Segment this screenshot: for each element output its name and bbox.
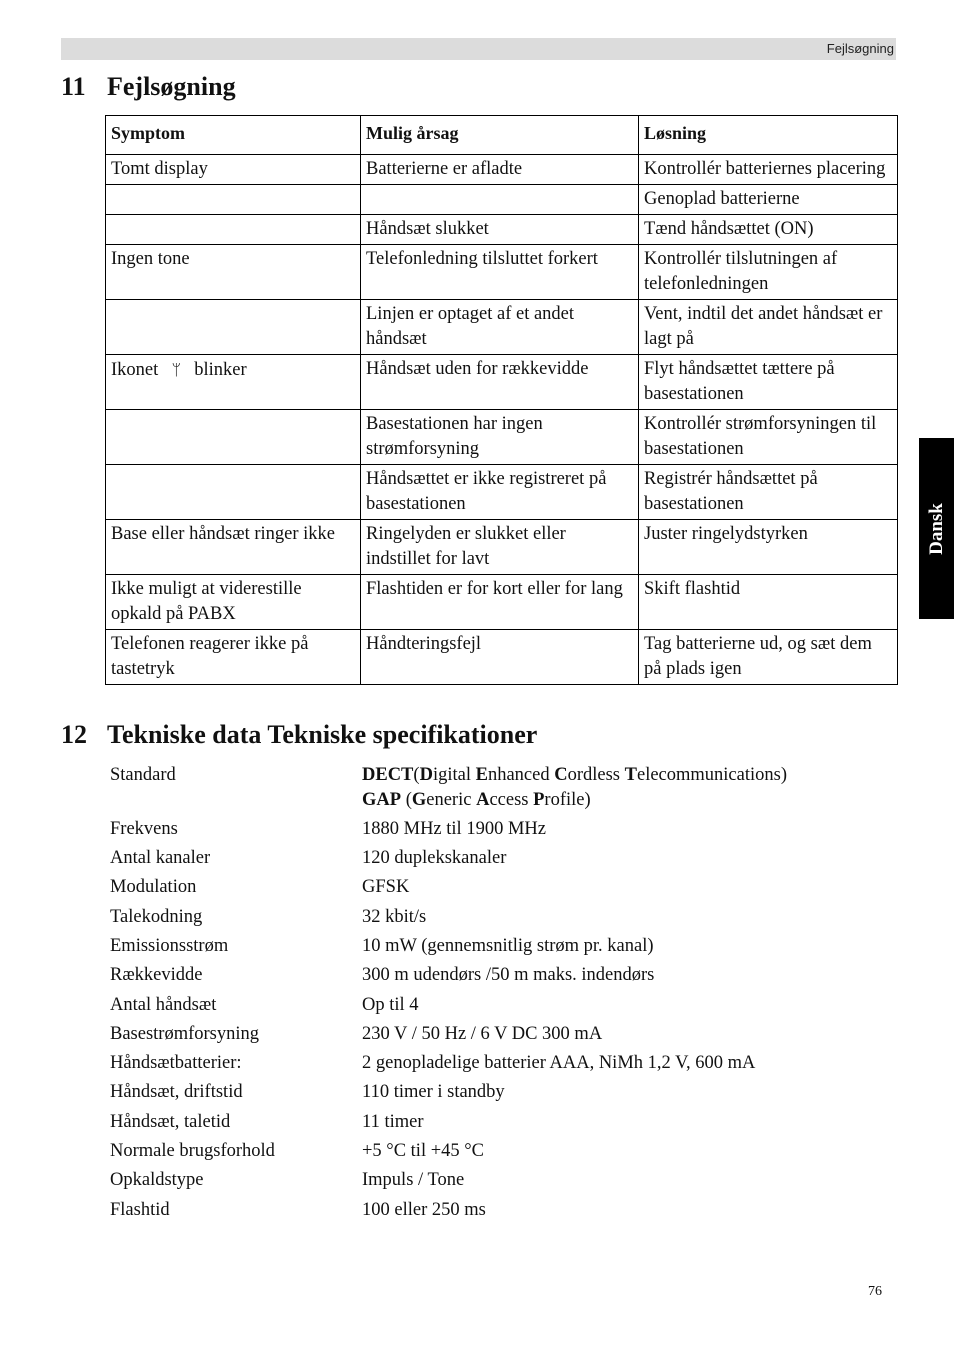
cause-cell: Basestationen har ingen strømforsyning	[361, 410, 639, 465]
solution-cell: Flyt håndsættet tættere på basestationen	[639, 355, 898, 410]
spec-label: Antal håndsæt	[110, 994, 217, 1015]
section-12-number: 12	[61, 720, 87, 749]
dect-line: DECT(Digital Enhanced Cordless Telecommunications)	[362, 765, 788, 785]
running-header-bar	[61, 38, 896, 60]
cause-cell: Linjen er optaget af et andet håndsæt	[361, 300, 639, 355]
spec-label: Rækkevidde	[110, 965, 203, 986]
spec-value: +5 °C til +45 °C	[362, 1141, 485, 1162]
column-header-solution: Løsning	[639, 116, 898, 155]
gap-word-rest: ccess	[489, 789, 534, 810]
table-row	[106, 520, 898, 575]
spec-row	[110, 961, 870, 990]
spec-value: 100 eller 250 ms	[362, 1199, 486, 1220]
section-11-heading	[61, 72, 236, 102]
spec-label: Basestrømforsyning	[110, 1023, 260, 1044]
spec-label: Håndsætbatterier:	[110, 1053, 242, 1074]
cause-cell: Håndsæt slukket	[361, 215, 639, 245]
symptom-cell	[106, 410, 361, 465]
table-row	[106, 215, 898, 245]
cause-cell	[361, 185, 639, 215]
cause-cell: Telefonledning tilsluttet forkert	[361, 245, 639, 300]
section-11-title: Fejlsøgning	[107, 72, 236, 101]
dect-word-rest: igital	[432, 765, 476, 785]
spec-value: 300 m udendørs /50 m maks. indendørs	[362, 965, 655, 986]
spec-row	[110, 1078, 870, 1107]
gap-line: GAP (Generic Access Profile)	[362, 789, 591, 810]
table-row	[106, 410, 898, 465]
spec-label: Talekodning	[110, 906, 203, 927]
page-number: 76	[868, 1284, 882, 1299]
solution-cell: Tag batterierne ud, og sæt dem på plads igen	[639, 630, 898, 685]
section-11-number: 11	[61, 72, 86, 101]
spec-label: Håndsæt, driftstid	[110, 1082, 243, 1103]
solution-cell: Genoplad batterierne	[639, 185, 898, 215]
language-tab-label: Dansk	[925, 502, 947, 555]
symptom-cell	[106, 185, 361, 215]
solution-cell: Skift flashtid	[639, 575, 898, 630]
symptom-cell	[106, 355, 361, 410]
spec-row	[110, 1020, 870, 1049]
solution-cell: Kontrollér batteriernes placering	[639, 155, 898, 185]
section-12-heading	[61, 720, 537, 750]
symptom-cell	[106, 300, 361, 355]
spec-row	[110, 903, 870, 932]
solution-cell: Registrér håndsættet på basestationen	[639, 465, 898, 520]
troubleshooting-table	[105, 115, 898, 685]
symptom-cell: Telefonen reagerer ikke på tastetryk	[106, 630, 361, 685]
symptom-cell: Ikke muligt at viderestille opkald på PABX	[106, 575, 361, 630]
spec-value: 2 genopladelige batterier AAA, NiMh 1,2 V, 600 mA	[362, 1053, 756, 1074]
spec-value: GFSK	[362, 877, 410, 898]
spec-list	[110, 761, 870, 1225]
dect-word-rest: elecommunications	[636, 765, 781, 785]
symptom-cell: Base eller håndsæt ringer ikke	[106, 520, 361, 575]
table-header-row	[106, 116, 898, 155]
spec-row	[110, 932, 870, 961]
spec-value: 110 timer i standby	[362, 1082, 505, 1103]
dect-initial: D	[419, 765, 433, 785]
spec-row	[110, 1049, 870, 1078]
cause-cell: Flashtiden er for kort eller for lang	[361, 575, 639, 630]
antenna-icon: ᛘ	[171, 360, 182, 379]
gap-initial: P	[533, 789, 545, 810]
spec-row	[110, 1166, 870, 1195]
symptom-cell	[106, 215, 361, 245]
spec-value: 230 V / 50 Hz / 6 V DC 300 mA	[362, 1023, 603, 1044]
spec-row	[110, 844, 870, 873]
spec-row	[110, 873, 870, 902]
solution-cell: Vent, indtil det andet håndsæt er lagt på	[639, 300, 898, 355]
table-row	[106, 575, 898, 630]
spec-label: Opkaldstype	[110, 1170, 204, 1191]
spec-value: 120 duplekskanaler	[362, 848, 507, 869]
table-row	[106, 355, 898, 410]
table-row	[106, 300, 898, 355]
cause-cell: Håndsæt uden for rækkevidde	[361, 355, 639, 410]
column-header-symptom: Symptom	[106, 116, 361, 155]
column-header-cause: Mulig årsag	[361, 116, 639, 155]
solution-cell: Kontrollér strømforsyningen til basestationen	[639, 410, 898, 465]
cause-cell: Batterierne er afladte	[361, 155, 639, 185]
spec-label: Normale brugsforhold	[110, 1141, 275, 1162]
spec-label: Emissionsstrøm	[110, 935, 229, 956]
dect-word-rest: nhanced	[487, 765, 555, 785]
spec-label: Standard	[110, 765, 176, 785]
spec-value: 11 timer	[362, 1111, 424, 1132]
solution-cell: Kontrollér tilslutningen af telefonledningen	[639, 245, 898, 300]
cause-cell: Håndsættet er ikke registreret på basestationen	[361, 465, 639, 520]
language-tab	[919, 438, 954, 619]
gap-word-rest: rofile	[544, 789, 585, 810]
section-12-title: Tekniske data Tekniske specifikationer	[107, 720, 538, 749]
table-row	[106, 185, 898, 215]
solution-cell: Juster ringelydstyrken	[639, 520, 898, 575]
cause-cell: Ringelyden er slukket eller indstillet for lavt	[361, 520, 639, 575]
spec-value: Op til 4	[362, 994, 419, 1015]
table-row	[106, 630, 898, 685]
spec-row	[110, 1137, 870, 1166]
spec-label: Modulation	[110, 877, 197, 898]
spec-label: Flashtid	[110, 1199, 170, 1220]
table-row	[106, 465, 898, 520]
spec-row	[110, 1196, 870, 1225]
cause-cell: Håndteringsfejl	[361, 630, 639, 685]
table-row	[106, 245, 898, 300]
dect-initial: E	[475, 765, 488, 785]
symptom-icon-suffix: blinker	[194, 360, 247, 380]
dect-abbr: DECT	[362, 765, 414, 785]
spec-row	[110, 815, 870, 844]
table-row	[106, 155, 898, 185]
spec-value-standard	[362, 763, 870, 812]
dect-initial: C	[554, 765, 568, 785]
spec-label: Håndsæt, taletid	[110, 1111, 231, 1132]
gap-initial: A	[476, 789, 490, 810]
symptom-cell: Tomt display	[106, 155, 361, 185]
spec-label: Frekvens	[110, 818, 178, 839]
spec-row-standard	[110, 761, 870, 815]
dect-initial: T	[624, 765, 637, 785]
spec-label: Antal kanaler	[110, 848, 211, 869]
symptom-icon-prefix: Ikonet	[111, 360, 159, 380]
gap-initial: G	[411, 789, 427, 810]
symptom-cell: Ingen tone	[106, 245, 361, 300]
gap-abbr: GAP	[362, 789, 402, 810]
spec-row	[110, 991, 870, 1020]
dect-word-rest: ordless	[567, 765, 625, 785]
solution-cell: Tænd håndsættet (ON)	[639, 215, 898, 245]
spec-value: 10 mW (gennemsnitlig strøm pr. kanal)	[362, 935, 654, 956]
spec-value: Impuls / Tone	[362, 1170, 465, 1191]
spec-value: 1880 MHz til 1900 MHz	[362, 818, 546, 839]
spec-row	[110, 1108, 870, 1137]
gap-word-rest: eneric	[426, 789, 477, 810]
running-header-title: Fejlsøgning	[826, 41, 894, 56]
spec-value: 32 kbit/s	[362, 906, 427, 927]
symptom-cell	[106, 465, 361, 520]
